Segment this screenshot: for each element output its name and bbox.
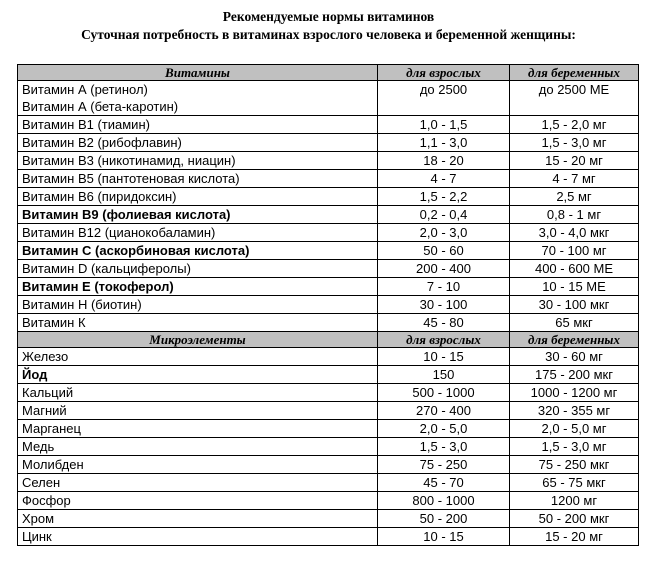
mineral-name: Цинк — [22, 529, 52, 544]
mineral-pregnant-value: 50 - 200 мкг — [510, 510, 639, 528]
page-subtitle: Суточная потребность в витаминах взрослого человека и беременной женщины: — [81, 27, 576, 42]
vitamin-name: Витамин Е (токоферол) — [22, 279, 174, 294]
vitamin-name-cell — [18, 206, 378, 224]
mineral-name: Магний — [22, 403, 67, 418]
table-row — [18, 81, 639, 116]
table-row — [18, 348, 639, 366]
mineral-adult-value: 150 — [378, 366, 510, 384]
table-row — [18, 492, 639, 510]
vitamin-name-cell — [18, 152, 378, 170]
vitamin-name-cell — [18, 260, 378, 278]
table-row — [18, 224, 639, 242]
vitamin-name-cell — [18, 188, 378, 206]
vitamin-pregnant-value: 1,5 - 2,0 мг — [510, 116, 639, 134]
table-row — [18, 188, 639, 206]
vitamin-adult-value: до 2500 — [378, 81, 510, 116]
vitamin-adult-value: 30 - 100 — [378, 296, 510, 314]
vitamin-pregnant-value: 15 - 20 мг — [510, 152, 639, 170]
vitamin-name: Витамин D (кальциферолы) — [22, 261, 191, 276]
vitamin-pregnant-value: 2,5 мг — [510, 188, 639, 206]
table-row — [18, 152, 639, 170]
table-row — [18, 116, 639, 134]
vitamin-pregnant-value: 10 - 15 МЕ — [510, 278, 639, 296]
vitamin-name-cell — [18, 296, 378, 314]
vitamin-name-cell — [18, 81, 378, 116]
mineral-pregnant-value: 1200 мг — [510, 492, 639, 510]
mineral-adult-value: 500 - 1000 — [378, 384, 510, 402]
table-row — [18, 260, 639, 278]
vitamin-pregnant-value: 70 - 100 мг — [510, 242, 639, 260]
table-row — [18, 438, 639, 456]
mineral-name: Железо — [22, 349, 69, 364]
mineral-pregnant-value: 30 - 60 мг — [510, 348, 639, 366]
vitamin-name: Витамин А (бета-каротин) — [22, 99, 179, 114]
vitamin-name: Витамин К — [22, 315, 86, 330]
vitamin-adult-value: 4 - 7 — [378, 170, 510, 188]
mineral-adult-value: 10 - 15 — [378, 348, 510, 366]
mineral-pregnant-value: 1000 - 1200 мг — [510, 384, 639, 402]
vitamin-name: Витамин В5 (пантотеновая кислота) — [22, 171, 240, 186]
mineral-pregnant-value: 15 - 20 мг — [510, 528, 639, 546]
table-row — [18, 384, 639, 402]
table-row — [18, 420, 639, 438]
table-row — [18, 314, 639, 332]
vitamin-adult-value: 18 - 20 — [378, 152, 510, 170]
vitamin-name-cell — [18, 116, 378, 134]
mineral-header-row — [18, 332, 639, 348]
mineral-pregnant-value: 175 - 200 мкг — [510, 366, 639, 384]
mineral-adult-value: 50 - 200 — [378, 510, 510, 528]
mineral-name: Фосфор — [22, 493, 71, 508]
mineral-name-cell — [18, 348, 378, 366]
vitamin-pregnant-value: 65 мкг — [510, 314, 639, 332]
vitamin-pregnant-value: 400 - 600 МЕ — [510, 260, 639, 278]
title-block — [0, 8, 657, 44]
vitamin-pregnant-value: до 2500 МЕ — [510, 81, 639, 116]
vitamin-name: Витамин А (ретинол) — [22, 82, 148, 97]
mineral-adult-value: 1,5 - 3,0 — [378, 438, 510, 456]
mineral-name: Кальций — [22, 385, 74, 400]
table-row — [18, 206, 639, 224]
vitamin-name: Витамин С (аскорбиновая кислота) — [22, 243, 250, 258]
table-row — [18, 474, 639, 492]
vitamin-pregnant-value: 30 - 100 мкг — [510, 296, 639, 314]
vitamin-header-adult: для взрослых — [378, 65, 510, 81]
vitamin-header-name: Витамины — [18, 65, 378, 81]
vitamin-adult-value: 1,1 - 3,0 — [378, 134, 510, 152]
mineral-name: Йод — [22, 367, 48, 382]
mineral-adult-value: 270 - 400 — [378, 402, 510, 420]
vitamin-name-cell — [18, 242, 378, 260]
vitamin-name-cell — [18, 278, 378, 296]
table-row — [18, 278, 639, 296]
table-row — [18, 366, 639, 384]
mineral-pregnant-value: 75 - 250 мкг — [510, 456, 639, 474]
table-row — [18, 528, 639, 546]
vitamin-norms-table — [17, 64, 639, 546]
vitamin-adult-value: 0,2 - 0,4 — [378, 206, 510, 224]
table-row — [18, 134, 639, 152]
mineral-name: Селен — [22, 475, 61, 490]
mineral-name: Марганец — [22, 421, 81, 436]
mineral-name: Хром — [22, 511, 55, 526]
table-row — [18, 402, 639, 420]
vitamin-adult-value: 1,0 - 1,5 — [378, 116, 510, 134]
vitamin-adult-value: 2,0 - 3,0 — [378, 224, 510, 242]
vitamin-name: Витамин В9 (фолиевая кислота) — [22, 207, 231, 222]
vitamin-header-row — [18, 65, 639, 81]
table-row — [18, 456, 639, 474]
mineral-pregnant-value: 2,0 - 5,0 мг — [510, 420, 639, 438]
mineral-name-cell — [18, 384, 378, 402]
mineral-pregnant-value: 65 - 75 мкг — [510, 474, 639, 492]
table-row — [18, 242, 639, 260]
vitamin-pregnant-value: 4 - 7 мг — [510, 170, 639, 188]
page-title: Рекомендуемые нормы витаминов — [222, 9, 435, 24]
mineral-name-cell — [18, 402, 378, 420]
mineral-adult-value: 45 - 70 — [378, 474, 510, 492]
mineral-adult-value: 800 - 1000 — [378, 492, 510, 510]
mineral-header-pregnant: для беременных — [510, 332, 639, 348]
mineral-name-cell — [18, 528, 378, 546]
mineral-pregnant-value: 320 - 355 мг — [510, 402, 639, 420]
vitamin-adult-value: 200 - 400 — [378, 260, 510, 278]
vitamin-header-pregnant: для беременных — [510, 65, 639, 81]
vitamin-adult-value: 1,5 - 2,2 — [378, 188, 510, 206]
vitamin-name: Витамин В12 (цианокобаламин) — [22, 225, 216, 240]
mineral-name-cell — [18, 456, 378, 474]
vitamin-pregnant-value: 0,8 - 1 мг — [510, 206, 639, 224]
mineral-name-cell — [18, 492, 378, 510]
vitamin-name-cell — [18, 224, 378, 242]
mineral-adult-value: 10 - 15 — [378, 528, 510, 546]
mineral-adult-value: 75 - 250 — [378, 456, 510, 474]
mineral-adult-value: 2,0 - 5,0 — [378, 420, 510, 438]
vitamin-pregnant-value: 1,5 - 3,0 мг — [510, 134, 639, 152]
mineral-name-cell — [18, 366, 378, 384]
mineral-name-cell — [18, 420, 378, 438]
vitamin-adult-value: 7 - 10 — [378, 278, 510, 296]
mineral-name-cell — [18, 438, 378, 456]
vitamin-name-cell — [18, 314, 378, 332]
vitamin-name-cell — [18, 170, 378, 188]
vitamin-adult-value: 50 - 60 — [378, 242, 510, 260]
vitamin-adult-value: 45 - 80 — [378, 314, 510, 332]
table-row — [18, 170, 639, 188]
mineral-name: Молибден — [22, 457, 84, 472]
mineral-name-cell — [18, 474, 378, 492]
vitamin-name: Витамин Н (биотин) — [22, 297, 142, 312]
table-row — [18, 510, 639, 528]
mineral-header-name: Микроэлементы — [18, 332, 378, 348]
mineral-name: Медь — [22, 439, 55, 454]
vitamin-name: Витамин В6 (пиридоксин) — [22, 189, 177, 204]
vitamin-name: Витамин В3 (никотинамид, ниацин) — [22, 153, 236, 168]
vitamin-name: Витамин В2 (рибофлавин) — [22, 135, 182, 150]
mineral-name-cell — [18, 510, 378, 528]
vitamin-pregnant-value: 3,0 - 4,0 мкг — [510, 224, 639, 242]
mineral-pregnant-value: 1,5 - 3,0 мг — [510, 438, 639, 456]
table-row — [18, 296, 639, 314]
vitamin-name-cell — [18, 134, 378, 152]
mineral-header-adult: для взрослых — [378, 332, 510, 348]
vitamin-name: Витамин В1 (тиамин) — [22, 117, 150, 132]
